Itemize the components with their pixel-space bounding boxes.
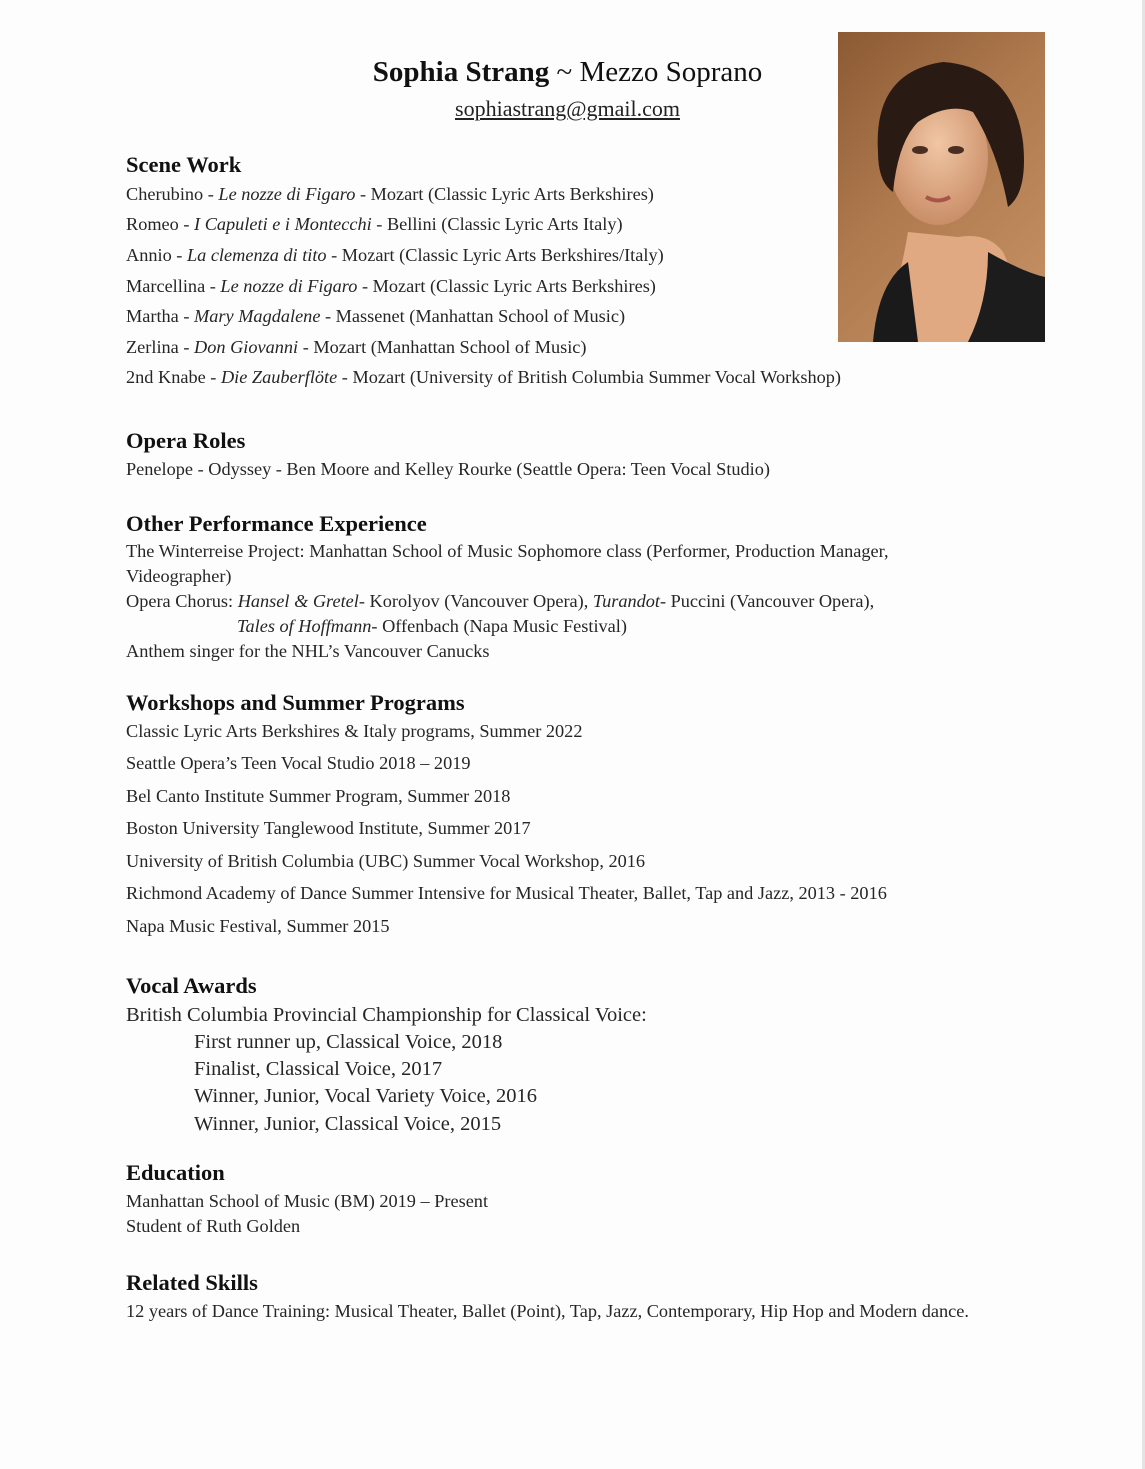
scene-work-item: 2nd Knabe - Die Zauberflöte - Mozart (University of British Columbia Summer Vocal Workshop): [126, 367, 841, 387]
section-heading-workshops: Workshops and Summer Programs: [126, 690, 465, 715]
performance-item-opera-chorus-cont: Tales of Hoffmann- Offenbach (Napa Music Festival): [237, 616, 627, 636]
performance-item-winterreise-cont: Videographer): [126, 566, 232, 586]
email-link[interactable]: sophiastrang@gmail.com: [455, 96, 680, 121]
section-heading-education: Education: [126, 1160, 225, 1185]
section-heading-scene-work: Scene Work: [126, 152, 242, 177]
award-item: Winner, Junior, Classical Voice, 2015: [194, 1113, 502, 1135]
performer-name: Sophia Strang: [372, 56, 550, 88]
performance-item-opera-chorus: Opera Chorus: Hansel & Gretel- Korolyov (Vancouver Opera), Turandot- Puccini (Vancouver Opera),: [126, 591, 875, 611]
headshot-illustration: [838, 32, 1045, 342]
headshot-photo: [838, 32, 1045, 342]
performance-item-anthem: Anthem singer for the NHL’s Vancouver Canucks: [126, 641, 490, 661]
scene-work-item: Marcellina - Le nozze di Figaro - Mozart (Classic Lyric Arts Berkshires): [126, 276, 656, 296]
scene-work-item: Zerlina - Don Giovanni - Mozart (Manhattan School of Music): [126, 337, 587, 357]
skills-item: 12 years of Dance Training: Musical Theater, Ballet (Point), Tap, Jazz, Contemporary, Hip Hop and Modern dance.: [126, 1301, 969, 1321]
scene-work-item: Annio - La clemenza di tito - Mozart (Classic Lyric Arts Berkshires/Italy): [126, 245, 664, 265]
award-item: First runner up, Classical Voice, 2018: [194, 1031, 503, 1053]
opera-role-item: Penelope - Odyssey - Ben Moore and Kelley Rourke (Seattle Opera: Teen Vocal Studio): [126, 459, 770, 479]
workshop-item: Classic Lyric Arts Berkshires & Italy programs, Summer 2022: [126, 721, 583, 741]
section-heading-vocal-awards: Vocal Awards: [126, 973, 257, 998]
award-item: Winner, Junior, Vocal Variety Voice, 2016: [194, 1085, 537, 1107]
section-heading-related-skills: Related Skills: [126, 1270, 258, 1295]
education-item: Student of Ruth Golden: [126, 1216, 301, 1236]
section-heading-opera-roles: Opera Roles: [126, 428, 246, 453]
workshop-item: Richmond Academy of Dance Summer Intensive for Musical Theater, Ballet, Tap and Jazz, 2013 - 2016: [126, 883, 887, 903]
award-item: Finalist, Classical Voice, 2017: [194, 1058, 443, 1080]
scene-work-item: Romeo - I Capuleti e i Montecchi - Bellini (Classic Lyric Arts Italy): [126, 214, 623, 234]
workshop-item: University of British Columbia (UBC) Summer Vocal Workshop, 2016: [126, 851, 646, 871]
scene-work-item: Cherubino - Le nozze di Figaro - Mozart (Classic Lyric Arts Berkshires): [126, 184, 654, 204]
workshop-item: Seattle Opera’s Teen Vocal Studio 2018 – 2019: [126, 753, 471, 773]
title-separator: ~: [549, 56, 580, 88]
workshop-item: Boston University Tanglewood Institute, Summer 2017: [126, 818, 531, 838]
performance-item-winterreise: The Winterreise Project: Manhattan School of Music Sophomore class (Performer, Production Manager,: [126, 541, 889, 561]
awards-competition-heading: British Columbia Provincial Championship for Classical Voice:: [126, 1004, 647, 1026]
voice-type: Mezzo Soprano: [579, 56, 763, 88]
education-item: Manhattan School of Music (BM) 2019 – Present: [126, 1191, 489, 1211]
workshop-item: Bel Canto Institute Summer Program, Summer 2018: [126, 786, 511, 806]
scene-work-item: Martha - Mary Magdalene - Massenet (Manhattan School of Music): [126, 306, 626, 326]
section-heading-other-performance: Other Performance Experience: [126, 511, 427, 536]
workshop-item: Napa Music Festival, Summer 2015: [126, 916, 390, 936]
